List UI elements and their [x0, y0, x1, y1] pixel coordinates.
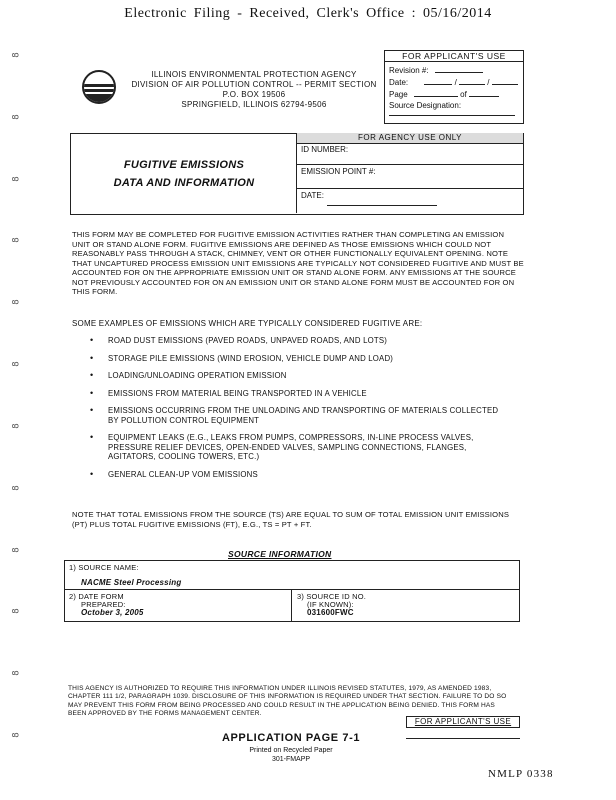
footer-applicant-header: FOR APPLICANT'S USE — [406, 716, 520, 728]
margin-mark: 8 — [11, 175, 22, 182]
margin-mark: 8 — [11, 732, 22, 738]
recycled-paper-note: Printed on Recycled Paper — [249, 747, 333, 754]
agency-po-box: P.O. BOX 19506 — [222, 90, 286, 99]
source-designation-field[interactable] — [389, 115, 515, 116]
if-known-label: (IF KNOWN): — [307, 600, 354, 609]
margin-mark: 8 — [11, 670, 22, 676]
filing-stamp: Electronic Filing - Received, Clerk's Office : 05/16/2014 — [124, 6, 492, 21]
revision-field[interactable] — [435, 64, 483, 73]
list-item: • ROAD DUST EMISSIONS (PAVED ROADS, UNPAVED ROADS, AND LOTS) — [90, 336, 510, 346]
date-form-label: 2) DATE FORM — [69, 592, 124, 601]
margin-mark: 8 — [11, 114, 22, 120]
of-label: of — [460, 90, 467, 99]
scan-margin-marks — [6, 50, 28, 740]
source-name-value[interactable]: NACME Steel Processing — [81, 578, 182, 587]
page-total-field[interactable] — [469, 88, 499, 97]
agency-name: ILLINOIS ENVIRONMENTAL PROTECTION AGENCY — [151, 70, 357, 79]
margin-mark: 8 — [11, 546, 22, 553]
printed-note — [216, 746, 366, 764]
source-designation-label: Source Designation: — [389, 101, 462, 110]
legal-notice: THIS AGENCY IS AUTHORIZED TO REQUIRE THIS INFORMATION UNDER ILLINOIS REVISED STATUTES, 1979, AS AMENDED 1983, CHAPTER 111 1/2, PARAGRAPH 1039. DISCLOSURE OF THIS INFORMATION IS REQUIRED UNDER THAT SECTION. FAILURE TO DO SO MAY PREVENT THIS FORM FROM BEING PROCESSED AND COULD RESULT IN THE APPLICATION BEING DENIED. THIS FORM HAS BEEN APPROVED BY THE FORMS MANAGEMENT CENTER. — [68, 685, 507, 717]
agency-use-fields — [296, 133, 523, 213]
agency-address — [118, 70, 390, 110]
id-number-label: ID NUMBER: — [301, 145, 349, 154]
form-number: 301-FMAPP — [271, 756, 311, 763]
agency-use-header: FOR AGENCY USE ONLY — [297, 133, 523, 144]
intro-paragraph: THIS FORM MAY BE COMPLETED FOR FUGITIVE EMISSION ACTIVITIES RATHER THAN COMPLETING AN EMISSION UNIT OR STAND ALONE FORM. FUGITIVE EMISSIONS ARE DEFINED AS THOSE EMISSIONS WHICH COULD NOT REASONABLY PASS THROUGH A STACK, CHIMNEY, VENT OR OTHER FUNCTIONALLY EQUIVALENT OPENING. NOTE THAT UNCAPTURED PROCESS EMISSION UNIT EMISSIONS ARE TYPICALLY NOT CONSIDERED FUGITIVE AND MUST BE ACCOUNTED FOR ON THE APPROPRIATE EMISSION UNIT OR STAND ALONE FORM. ANY EMISSIONS AT THE SOURCE NOT PREVIOUSLY ACCOUNTED FOR ON AN EMISSION UNIT OR STAND ALONE FORM MUST BE ACCOUNTED FOR ON THIS FORM. — [72, 230, 524, 296]
date-label: Date: — [389, 78, 409, 87]
margin-mark: 8 — [11, 484, 22, 491]
source-info-header: SOURCE INFORMATION — [228, 549, 332, 559]
source-info-box — [64, 560, 520, 622]
page-label: Page — [389, 90, 408, 99]
total-emissions-note: NOTE THAT TOTAL EMISSIONS FROM THE SOURCE (TS) ARE EQUAL TO SUM OF TOTAL EMISSION UNIT EMISSIONS (PT) PLUS TOTAL FUGITIVE EMISSIONS (FT), E.G., TS = PT + FT. — [72, 510, 510, 529]
date-year-field[interactable] — [492, 76, 518, 85]
source-id-label: 3) SOURCE ID NO. — [297, 592, 367, 601]
agency-division: DIVISION OF AIR POLLUTION CONTROL -- PERMIT SECTION — [131, 80, 377, 89]
examples-heading: SOME EXAMPLES OF EMISSIONS WHICH ARE TYPICALLY CONSIDERED FUGITIVE ARE: — [72, 319, 423, 328]
margin-mark: 8 — [11, 299, 22, 305]
margin-mark: 8 — [11, 237, 22, 244]
emission-point-label: EMISSION POINT #: — [301, 167, 376, 176]
source-id-value[interactable]: 031600FWC — [307, 608, 354, 617]
agency-date-field[interactable] — [327, 205, 437, 206]
emission-point-field[interactable] — [297, 188, 523, 189]
revision-label: Revision #: — [389, 66, 429, 75]
page-field[interactable] — [414, 88, 458, 97]
applicant-use-header: FOR APPLICANT'S USE — [385, 51, 523, 62]
application-page-number: APPLICATION PAGE 7-1 — [221, 732, 361, 744]
agency-logo-icon — [82, 70, 116, 104]
footer-applicant-box — [406, 716, 520, 740]
date-month-field[interactable] — [424, 76, 452, 85]
margin-mark: 8 — [11, 423, 22, 429]
prepared-label: PREPARED: — [81, 600, 126, 609]
margin-mark: 8 — [11, 361, 22, 367]
agency-city: SPRINGFIELD, ILLINOIS 62794-9506 — [181, 100, 327, 109]
bates-number: NMLP 0338 — [488, 768, 554, 780]
form-title — [70, 156, 298, 192]
form-title-line2: DATA AND INFORMATION — [113, 177, 255, 189]
list-item: • EQUIPMENT LEAKS (E.G., LEAKS FROM PUMPS, COMPRESSORS, IN-LINE PROCESS VALVES, PRESSURE RELIEF DEVICES, OPEN-ENDED VALVES, SAMPLING CONNECTIONS, FLANGES, AGITATORS, COOLING TOWERS, ETC.) — [90, 433, 510, 462]
list-item: • LOADING/UNLOADING OPERATION EMISSION — [90, 371, 510, 381]
source-name-label: 1) SOURCE NAME: — [69, 563, 139, 572]
list-item: • EMISSIONS FROM MATERIAL BEING TRANSPORTED IN A VEHICLE — [90, 389, 510, 399]
footer-applicant-field[interactable] — [406, 738, 520, 739]
examples-list — [90, 336, 510, 479]
date-day-field[interactable] — [459, 76, 485, 85]
applicant-use-box: FOR APPLICANT'S USE Revision #: Date: / / Page of Source Designation: — [384, 50, 524, 124]
list-item: • EMISSIONS OCCURRING FROM THE UNLOADING AND TRANSPORTING OF MATERIALS COLLECTED BY POLLUTION CONTROL EQUIPMENT — [90, 406, 510, 425]
margin-mark: 8 — [11, 608, 22, 615]
margin-mark: 8 — [11, 52, 22, 58]
agency-date-label: DATE: — [301, 191, 324, 200]
form-title-line1: FUGITIVE EMISSIONS — [123, 159, 245, 171]
list-item: • STORAGE PILE EMISSIONS (WIND EROSION, VEHICLE DUMP AND LOAD) — [90, 354, 510, 364]
id-number-field[interactable] — [297, 164, 523, 165]
list-item: • GENERAL CLEAN-UP VOM EMISSIONS — [90, 470, 510, 480]
date-prepared-value[interactable]: October 3, 2005 — [81, 608, 144, 617]
